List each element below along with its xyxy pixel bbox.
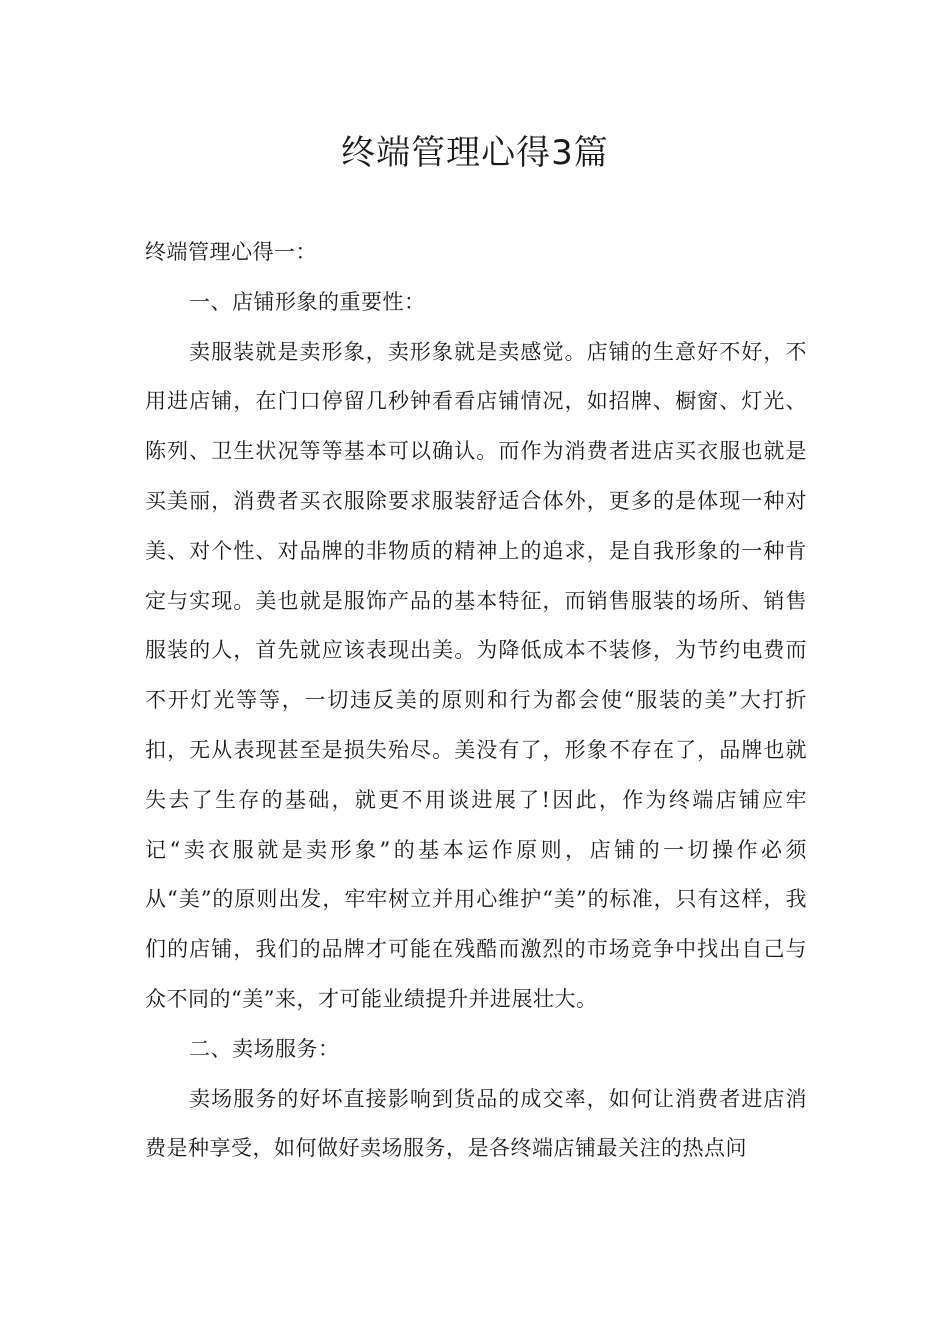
paragraph-store-service: 卖场服务的好坏直接影响到货品的成交率，如何让消费者进店消费是种享受，如何做好卖场服务，是各终端店铺最关注的热点问 xyxy=(145,1086,807,1161)
subheading-store-image: 一、店铺形象的重要性： xyxy=(189,289,426,314)
section-heading: 终端管理心得一： xyxy=(145,240,317,264)
document-title: 终端管理心得3篇 xyxy=(341,133,609,173)
paragraph-store-image: 卖服装就是卖形象，卖形象就是卖感觉。店铺的生意好不好，不用进店铺，在门口停留几秒钟看看店铺情况，如招牌、橱窗、灯光、陈列、卫生状况等等基本可以确认。而作为消费者进店买衣服也就是买美丽，消费者买衣服除要求服装舒适合体外，更多的是体现一种对美、对个性、对品牌的非物质的精神上的追求，是自我形象的一种肯定与实现。美也就是服饰产品的基本特征，而销售服装的场所、销售服装的人，首先就应该表现出美。为降低成本不装修，为节约电费而不开灯光等等，一切违反美的原则和行为都会使“服装的美”大打折扣，无从表现甚至是损失殆尽。美没有了，形象不存在了，品牌也就失去了生存的基础，就更不用谈进展了!因此，作为终端店铺应牢记“卖衣服就是卖形象”的基本运作原则，店铺的一切操作必须从“美”的原则出发，牢牢树立并用心维护“美”的标准，只有这样，我们的店铺，我们的品牌才可能在残酷而激烈的市场竞争中找出自己与众不同的“美”来，才可能业绩提升并进展壮大。 xyxy=(145,339,807,1011)
document-body xyxy=(145,228,807,1174)
subheading-store-service: 二、卖场服务： xyxy=(189,1036,340,1061)
